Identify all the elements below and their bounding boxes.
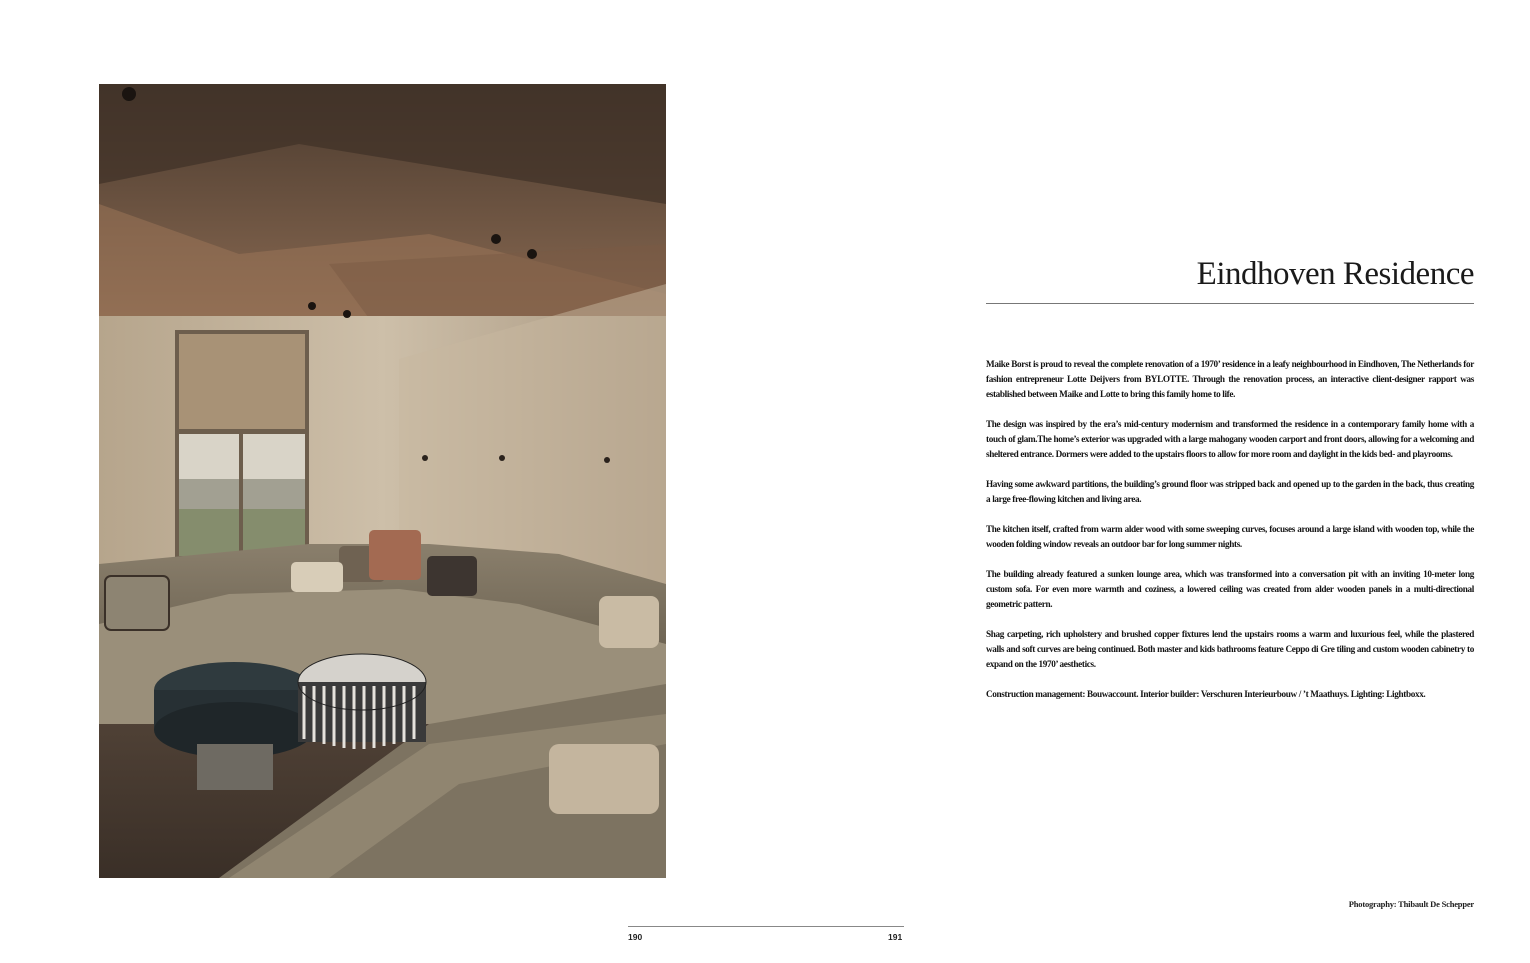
photo-credit: Photography: Thibault De Schepper: [1348, 899, 1474, 909]
article-paragraph: Having some awkward partitions, the building’s ground floor was stripped back and opened up to the garden in the back, thus creating a large free-flowing kitchen and living area.: [986, 479, 1474, 504]
folio-divider: [628, 926, 904, 927]
article-body: [986, 357, 1474, 717]
article-paragraph: Shag carpeting, rich upholstery and brushed copper fixtures lend the upstairs rooms a warm and luxurious feel, while the plastered walls and soft curves are being continued. Both master and kids bathrooms feature Ceppo di Gre tiling and custom wooden cabinetry to expand on the 1970’ aesthetics.: [986, 629, 1474, 669]
page-number-left: 190: [628, 932, 643, 942]
title-divider: [986, 303, 1474, 304]
article-paragraph: The kitchen itself, crafted from warm alder wood with some sweeping curves, focuses around a large island with wooden top, while the wooden folding window reveals an outdoor bar for long summer nights.: [986, 524, 1474, 549]
article-title: Eindhoven Residence: [1196, 256, 1474, 292]
article-paragraph: Maike Borst is proud to reveal the complete renovation of a 1970’ residence in a leafy neighbourhood in Eindhoven, The Netherlands for fashion entrepreneur Lotte Deijvers from BYLOTTE. Through the renovation process, an interactive client-designer rapport was established between Maike and Lotte to bring this family home to life.: [986, 359, 1474, 399]
article-paragraph: The building already featured a sunken lounge area, which was transformed into a conversation pit with an inviting 10-meter long custom sofa. For even more warmth and coziness, a lowered ceiling was created from alder wooden panels in a multi-directional geometric pattern.: [986, 569, 1474, 609]
interior-photo: [99, 84, 666, 878]
page-number-right: 191: [888, 932, 903, 942]
interior-photo-illustration: [99, 84, 666, 878]
article-credits: Construction management: Bouwaccount. Interior builder: Verschuren Interieurbouw / ’t Maathuys. Lighting: Lightboxx.: [986, 689, 1426, 699]
article-paragraph: The design was inspired by the era’s mid-century modernism and transformed the residence in a contemporary family home with a touch of glam.The home’s exterior was upgraded with a large mahogany wooden carport and front doors, allowing for a welcoming and sheltered entrance. Dormers were added to the upstairs floors to allow for more room and daylight in the kids bed- and playrooms.: [986, 419, 1474, 459]
